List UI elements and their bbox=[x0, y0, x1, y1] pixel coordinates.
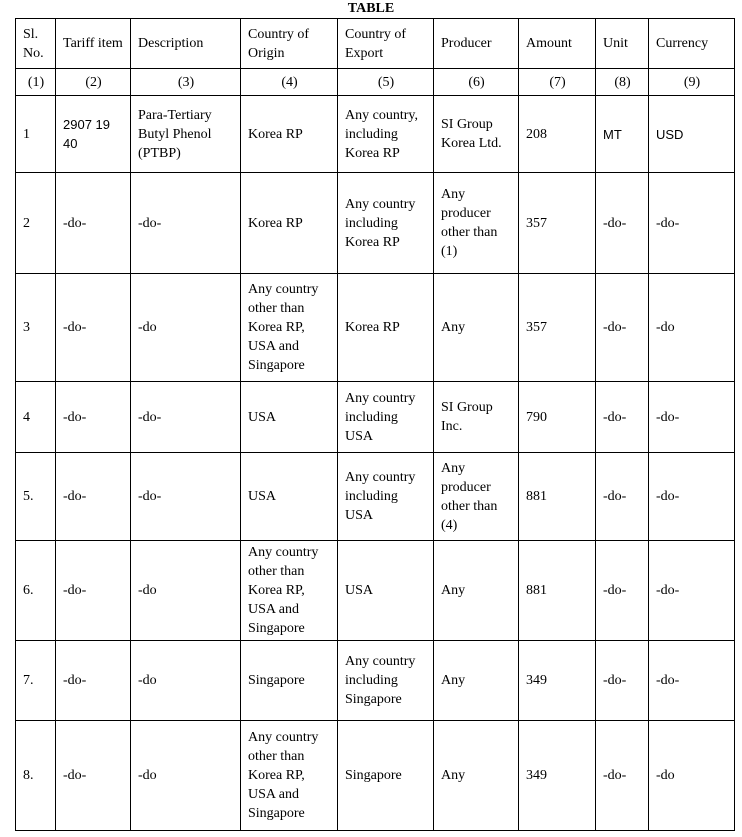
cell-col-4: Korea RP bbox=[241, 173, 338, 274]
cell-col-5: Any country including Korea RP bbox=[338, 173, 434, 274]
cell-col-1: (1) bbox=[16, 69, 56, 96]
table-row bbox=[16, 453, 735, 541]
cell-col-3: -do bbox=[131, 721, 241, 831]
cell-col-3: -do bbox=[131, 541, 241, 641]
cell-col-3: -do- bbox=[131, 382, 241, 453]
cell-col-8: -do- bbox=[596, 173, 649, 274]
cell-col-2: (2) bbox=[56, 69, 131, 96]
cell-col-1: Sl. No. bbox=[16, 19, 56, 69]
cell-col-6: (6) bbox=[434, 69, 519, 96]
column-number-row bbox=[16, 69, 735, 96]
cell-col-1: 5. bbox=[16, 453, 56, 541]
cell-col-7: 881 bbox=[519, 453, 596, 541]
cell-col-4: Country of Origin bbox=[241, 19, 338, 69]
cell-col-5: USA bbox=[338, 541, 434, 641]
table-row bbox=[16, 382, 735, 453]
cell-col-3: -do- bbox=[131, 173, 241, 274]
cell-col-8: -do- bbox=[596, 641, 649, 721]
cell-col-4: Korea RP bbox=[241, 96, 338, 173]
table-row bbox=[16, 274, 735, 382]
cell-col-1: 1 bbox=[16, 96, 56, 173]
cell-col-3: Description bbox=[131, 19, 241, 69]
cell-col-9: -do- bbox=[649, 173, 735, 274]
cell-col-4: USA bbox=[241, 382, 338, 453]
cell-col-4: Singapore bbox=[241, 641, 338, 721]
cell-col-6: SI Group Korea Ltd. bbox=[434, 96, 519, 173]
cell-col-5: Any country including Singapore bbox=[338, 641, 434, 721]
cell-col-5: (5) bbox=[338, 69, 434, 96]
cell-col-3: (3) bbox=[131, 69, 241, 96]
cell-col-9: -do bbox=[649, 274, 735, 382]
cell-col-9: USD bbox=[649, 96, 735, 173]
cell-col-7: 349 bbox=[519, 641, 596, 721]
cell-col-3: -do bbox=[131, 641, 241, 721]
cell-col-7: 349 bbox=[519, 721, 596, 831]
cell-col-8: -do- bbox=[596, 721, 649, 831]
cell-col-5: Any country including USA bbox=[338, 453, 434, 541]
cell-col-8: -do- bbox=[596, 274, 649, 382]
cell-col-4: USA bbox=[241, 453, 338, 541]
cell-col-6: Any bbox=[434, 641, 519, 721]
cell-col-2: -do- bbox=[56, 641, 131, 721]
table-title: TABLE bbox=[347, 1, 395, 16]
cell-col-2: -do- bbox=[56, 453, 131, 541]
cell-col-8: (8) bbox=[596, 69, 649, 96]
cell-col-9: -do bbox=[649, 721, 735, 831]
cell-col-4: Any country other than Korea RP, USA and Singapore bbox=[241, 721, 338, 831]
cell-col-8: -do- bbox=[596, 382, 649, 453]
cell-col-7: Amount bbox=[519, 19, 596, 69]
cell-col-8: MT bbox=[596, 96, 649, 173]
cell-col-5: Any country, including Korea RP bbox=[338, 96, 434, 173]
cell-col-7: 357 bbox=[519, 173, 596, 274]
cell-col-5: Country of Export bbox=[338, 19, 434, 69]
cell-col-9: -do- bbox=[649, 641, 735, 721]
cell-col-7: (7) bbox=[519, 69, 596, 96]
cell-col-5: Singapore bbox=[338, 721, 434, 831]
table-row bbox=[16, 541, 735, 641]
cell-col-6: Any bbox=[434, 721, 519, 831]
cell-col-9: -do- bbox=[649, 453, 735, 541]
cell-col-3: -do bbox=[131, 274, 241, 382]
table-row bbox=[16, 641, 735, 721]
cell-col-2: -do- bbox=[56, 721, 131, 831]
cell-col-2: -do- bbox=[56, 382, 131, 453]
cell-col-2: -do- bbox=[56, 274, 131, 382]
cell-col-6: Any producer other than (4) bbox=[434, 453, 519, 541]
cell-col-1: 3 bbox=[16, 274, 56, 382]
cell-col-7: 790 bbox=[519, 382, 596, 453]
cell-col-2: Tariff item bbox=[56, 19, 131, 69]
cell-col-3: Para-Tertiary Butyl Phenol (PTBP) bbox=[131, 96, 241, 173]
cell-col-4: (4) bbox=[241, 69, 338, 96]
cell-col-5: Any country including USA bbox=[338, 382, 434, 453]
cell-col-6: Producer bbox=[434, 19, 519, 69]
cell-col-7: 357 bbox=[519, 274, 596, 382]
cell-col-8: Unit bbox=[596, 19, 649, 69]
cell-col-6: Any producer other than (1) bbox=[434, 173, 519, 274]
cell-col-4: Any country other than Korea RP, USA and Singapore bbox=[241, 274, 338, 382]
table-row bbox=[16, 721, 735, 831]
cell-col-6: Any bbox=[434, 541, 519, 641]
cell-col-8: -do- bbox=[596, 541, 649, 641]
cell-col-4: Any country other than Korea RP, USA and Singapore bbox=[241, 541, 338, 641]
cell-col-3: -do- bbox=[131, 453, 241, 541]
tariff-table bbox=[15, 18, 735, 831]
cell-col-2: 2907 19 40 bbox=[56, 96, 131, 173]
cell-col-9: -do- bbox=[649, 541, 735, 641]
cell-col-1: 6. bbox=[16, 541, 56, 641]
cell-col-2: -do- bbox=[56, 541, 131, 641]
cell-col-1: 4 bbox=[16, 382, 56, 453]
table-row bbox=[16, 173, 735, 274]
cell-col-9: -do- bbox=[649, 382, 735, 453]
cell-col-1: 2 bbox=[16, 173, 56, 274]
cell-col-9: (9) bbox=[649, 69, 735, 96]
cell-col-2: -do- bbox=[56, 173, 131, 274]
cell-col-9: Currency bbox=[649, 19, 735, 69]
cell-col-8: -do- bbox=[596, 453, 649, 541]
cell-col-7: 881 bbox=[519, 541, 596, 641]
cell-col-1: 7. bbox=[16, 641, 56, 721]
cell-col-6: SI Group Inc. bbox=[434, 382, 519, 453]
cell-col-5: Korea RP bbox=[338, 274, 434, 382]
cell-col-7: 208 bbox=[519, 96, 596, 173]
header-row bbox=[16, 19, 735, 69]
cell-col-6: Any bbox=[434, 274, 519, 382]
table-row bbox=[16, 96, 735, 173]
cell-col-1: 8. bbox=[16, 721, 56, 831]
